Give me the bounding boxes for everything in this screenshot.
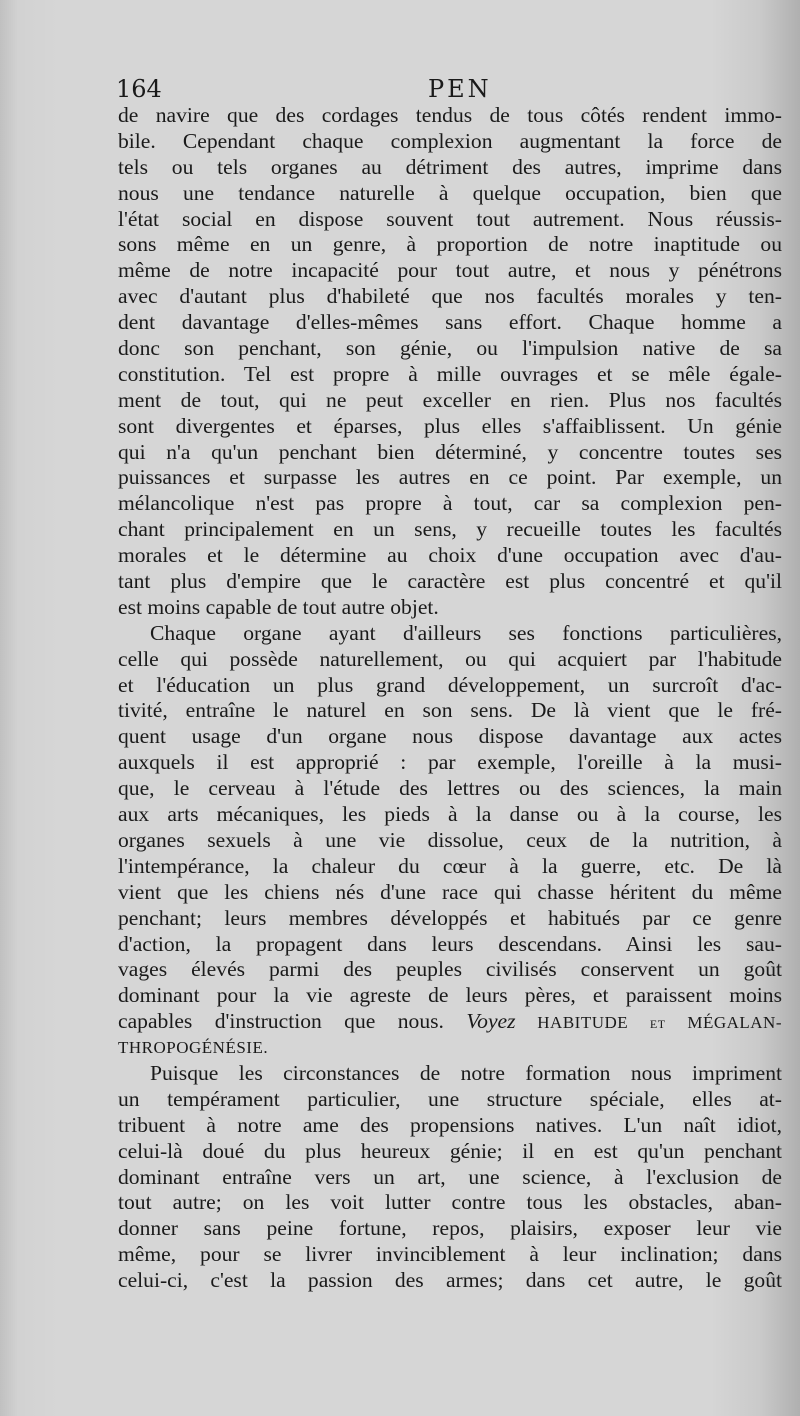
text-line-with-reference — [118, 1009, 782, 1035]
text-line: l'intempérance, la chaleur du cœur à la guerre, etc. De là — [118, 853, 782, 878]
text-line: puissances et surpasse les autres en ce point. Par exemple, un — [118, 465, 782, 490]
text-line: vient que les chiens nés d'une race qui chasse héritent du même — [118, 879, 782, 904]
text-line: avec d'autant plus d'habileté que nos facultés morales y ten- — [118, 284, 782, 309]
text-line: celui-ci, c'est la passion des armes; dans cet autre, le goût — [118, 1268, 782, 1293]
text-line: tant plus d'empire que le caractère est plus concentré et qu'il — [118, 569, 782, 594]
text-line: un tempérament particulier, une structure spéciale, elles at- — [118, 1086, 782, 1111]
page-header — [116, 72, 776, 106]
text-line: et l'éducation un plus grand développement, un surcroît d'ac- — [118, 672, 782, 697]
text-line: vages élevés parmi des peuples civilisés conservent un goût — [118, 957, 782, 982]
text-line: donc son penchant, son génie, ou l'impulsion native de sa — [118, 336, 782, 361]
text-line: tels ou tels organes au détriment des autres, imprime dans — [118, 154, 782, 179]
text-line: donner sans peine fortune, repos, plaisirs, exposer leur vie — [118, 1216, 782, 1241]
text-line: auxquels il est approprié : par exemple, l'oreille à la musi- — [118, 750, 782, 775]
text-line: penchant; leurs membres développés et habitués par ce genre — [118, 905, 782, 930]
text-line: même, pour se livrer invinciblement à leur inclination; dans — [118, 1242, 782, 1267]
running-head: PEN — [428, 75, 492, 103]
text-line: mélancolique n'est pas propre à tout, car sa complexion pen- — [118, 491, 782, 516]
paragraph-2 — [118, 621, 782, 1061]
text-line: morales et le détermine au choix d'une occupation avec d'au- — [118, 543, 782, 568]
text-line: dominant pour la vie agreste de leurs pères, et paraissent moins — [118, 983, 782, 1008]
text-line: Puisque les circonstances de notre formation nous impriment — [150, 1060, 782, 1085]
text-line: constitution. Tel est propre à mille ouvrages et se mêle égale- — [118, 361, 782, 386]
paragraph-3 — [118, 1061, 782, 1294]
text-line: ment de tout, qui ne peut exceller en rien. Plus nos facultés — [118, 387, 782, 412]
text-line: l'état social en dispose souvent tout autrement. Nous réussis- — [118, 206, 782, 231]
text-line: est moins capable de tout autre objet. — [118, 594, 439, 619]
text-line: dominant entraîne vers un art, une science, à l'exclusion de — [118, 1164, 782, 1189]
text-line: aux arts mécaniques, les pieds à la danse ou à la course, les — [118, 802, 782, 827]
text-line: sont divergentes et éparses, plus elles s'affaiblissent. Un génie — [118, 413, 782, 438]
text-line: tivité, entraîne le naturel en son sens. De là vient que le fré- — [118, 698, 782, 723]
text-line: bile. Cependant chaque complexion augmentant la force de — [118, 128, 782, 153]
text-line: dent davantage d'elles-mêmes sans effort. Chaque homme a — [118, 310, 782, 335]
text-fragment: capables d'instruction que nous. — [118, 1009, 467, 1034]
cross-reference: HABITUDE et MÉGALAN- — [515, 1013, 782, 1033]
paragraph-1 — [118, 103, 782, 621]
text-line: sons même en un genre, à proportion de notre inaptitude ou — [118, 232, 782, 257]
body-text — [118, 103, 782, 1294]
text-line: de navire que des cordages tendus de tous côtés rendent immo- — [118, 103, 782, 127]
text-line: que, le cerveau à l'étude des lettres ou des sciences, la main — [118, 776, 782, 801]
text-line: celui-là doué du plus heureux génie; il en est qu'un penchant — [118, 1138, 782, 1163]
cross-reference-tail: THROPOGÉNÉSIE. — [118, 1038, 269, 1058]
text-line: quent usage d'un organe nous dispose davantage aux actes — [118, 724, 782, 749]
text-line: nous une tendance naturelle à quelque occupation, bien que — [118, 180, 782, 205]
text-line: chant principalement en un sens, y recueille toutes les facultés — [118, 517, 782, 542]
text-line: tribuent à notre ame des propensions natives. L'un naît idiot, — [118, 1112, 782, 1137]
text-line: d'action, la propagent dans leurs descendans. Ainsi les sau- — [118, 931, 782, 956]
text-line: celle qui possède naturellement, ou qui acquiert par l'habitude — [118, 646, 782, 671]
text-line: qui n'a qu'un penchant bien déterminé, y concentre toutes ses — [118, 439, 782, 464]
text-line: organes sexuels à une vie dissolue, ceux de la nutrition, à — [118, 827, 782, 852]
voyez-reference: Voyez — [466, 1009, 516, 1034]
page-number: 164 — [116, 75, 162, 103]
text-line: même de notre incapacité pour tout autre, et nous y pénétrons — [118, 258, 782, 283]
text-line: Chaque organe ayant d'ailleurs ses fonctions particulières, — [150, 620, 782, 645]
text-line: tout autre; on les voit lutter contre tous les obstacles, aban- — [118, 1190, 782, 1215]
